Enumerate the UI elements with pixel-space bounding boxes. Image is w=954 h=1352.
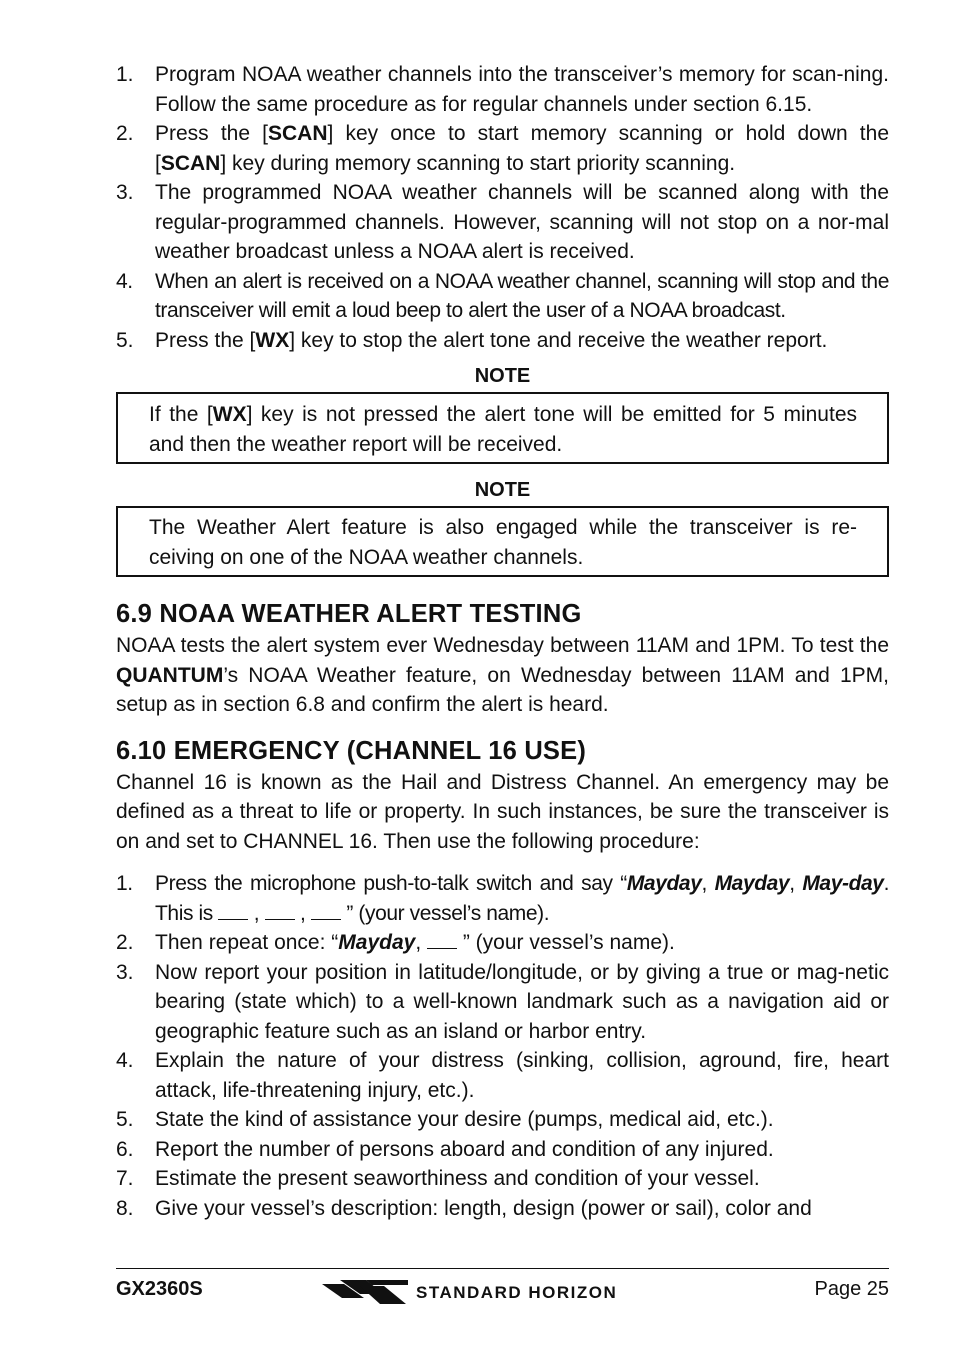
step-text: Now report your position in latitude/longitude, or by giving a true or mag-netic bearing (state which) to a well-known landmark such as a navigation aid or geographic feature such as an island or harbor entry. bbox=[155, 960, 889, 1043]
key-label: WX bbox=[255, 328, 290, 352]
page-content bbox=[116, 60, 889, 1223]
list-item: 3. Now report your position in latitude/longitude, or by giving a true or mag-netic bearing (state which) to a well-known landmark such as a navigation aid or geographic feature such as an island or harbor entry. bbox=[116, 960, 889, 1043]
page-number: Page 25 bbox=[814, 1278, 889, 1300]
step-text: Give your vessel’s description: length, design (power or sail), color and bbox=[155, 1196, 812, 1220]
list-item: 8. Give your vessel’s description: length, design (power or sail), color and bbox=[116, 1196, 812, 1220]
step-text: State the kind of assistance your desire (pumps, medical aid, etc.). bbox=[155, 1108, 774, 1131]
paragraph: NOAA tests the alert system ever Wednesday between 11AM and 1PM. To test the QUANTUM’s NOAA Weather feature, on Wednesday between 11AM and 1PM, setup as in section 6.8 and confirm the alert is heard. bbox=[116, 634, 889, 716]
blank-line bbox=[218, 903, 248, 920]
step-text: Explain the nature of your distress (sinking, collision, aground, fire, heart attack, life-threatening injury, etc.). bbox=[155, 1049, 889, 1102]
blank-line bbox=[311, 903, 341, 920]
list-item: 7. Estimate the present seaworthiness and condition of your vessel. bbox=[116, 1167, 760, 1190]
scan-steps-list bbox=[116, 60, 889, 355]
note-box: If the [WX] key is not pressed the alert tone will be emitted for 5 minutes and then the weather report will be received. bbox=[116, 392, 889, 464]
brand-logo bbox=[322, 1278, 617, 1306]
logo-mark-icon bbox=[322, 1278, 408, 1306]
footer-model: GX2360S bbox=[116, 1278, 203, 1300]
list-item: 2. Then repeat once: “Mayday, ” (your vessel’s name). bbox=[116, 931, 675, 954]
list-item: 5. State the kind of assistance your desire (pumps, medical aid, etc.). bbox=[116, 1108, 774, 1131]
section-heading: 6.10 EMERGENCY (CHANNEL 16 USE) bbox=[116, 736, 587, 765]
list-item: 4. Explain the nature of your distress (sinking, collision, aground, fire, heart attack, life-threatening injury, etc.). bbox=[116, 1049, 889, 1102]
list-item: 4. When an alert is received on a NOAA weather channel, scanning will stop and the transceiver will emit a loud beep to alert the user of a NOAA broadcast. bbox=[116, 269, 889, 322]
paragraph: Channel 16 is known as the Hail and Distress Channel. An emergency may be defined as a threat to life or property. In such instances, be sure the transceiver is on and set to CHANNEL 16. Then use the following procedure: bbox=[116, 770, 889, 853]
brand-name: QUANTUM bbox=[116, 663, 224, 687]
list-item: 3. The programmed NOAA weather channels will be scanned along with the regular-programmed channels. However, scanning will not stop on a nor-mal weather broadcast unless a NOAA alert is received. bbox=[116, 181, 889, 263]
footer-divider bbox=[116, 1268, 889, 1269]
step-text: Report the number of persons aboard and condition of any injured. bbox=[155, 1137, 774, 1161]
section-heading: 6.9 NOAA WEATHER ALERT TESTING bbox=[116, 600, 582, 628]
step-text: The programmed NOAA weather channels will be scanned along with the regular-programmed channels. However, scanning will not stop on a nor-mal weather broadcast unless a NOAA alert is received. bbox=[155, 181, 889, 263]
note-box: The Weather Alert feature is also engaged while the transceiver is re-ceiving on one of the NOAA weather channels. bbox=[116, 506, 889, 577]
key-label: SCAN bbox=[160, 151, 221, 175]
step-text: When an alert is received on a NOAA weather channel, scanning will stop and the transceiver will emit a loud beep to alert the user of a NOAA broadcast. bbox=[155, 269, 889, 322]
note-heading: NOTE bbox=[474, 479, 531, 501]
list-item: 1. Program NOAA weather channels into the transceiver’s memory for scan-ning. Follow the same procedure as for regular channels under section 6.15. bbox=[116, 63, 889, 116]
list-item: 5. Press the [WX] key to stop the alert tone and receive the weather report. bbox=[116, 328, 828, 352]
list-item: 1. Press the microphone push-to-talk switch and say “Mayday, Mayday, May-day. This is , , ” (your vessel’s name). bbox=[116, 872, 890, 925]
step-text: Program NOAA weather channels into the transceiver’s memory for scan-ning. Follow the same procedure as for regular channels under section 6.15. bbox=[155, 63, 889, 116]
emergency-steps-list bbox=[116, 869, 889, 1223]
key-label: WX bbox=[212, 403, 247, 426]
brand-name: STANDARD HORIZON bbox=[416, 1283, 618, 1302]
list-item: 2. Press the [SCAN] key once to start memory scanning or hold down the [SCAN] key during memory scanning to start priority scanning. bbox=[116, 122, 889, 175]
list-item: 6. Report the number of persons aboard and condition of any injured. bbox=[116, 1137, 774, 1161]
note-heading: NOTE bbox=[474, 365, 531, 387]
step-text: Estimate the present seaworthiness and condition of your vessel. bbox=[155, 1167, 760, 1190]
blank-line bbox=[265, 903, 295, 920]
blank-line bbox=[427, 932, 457, 949]
key-label: SCAN bbox=[268, 122, 328, 145]
